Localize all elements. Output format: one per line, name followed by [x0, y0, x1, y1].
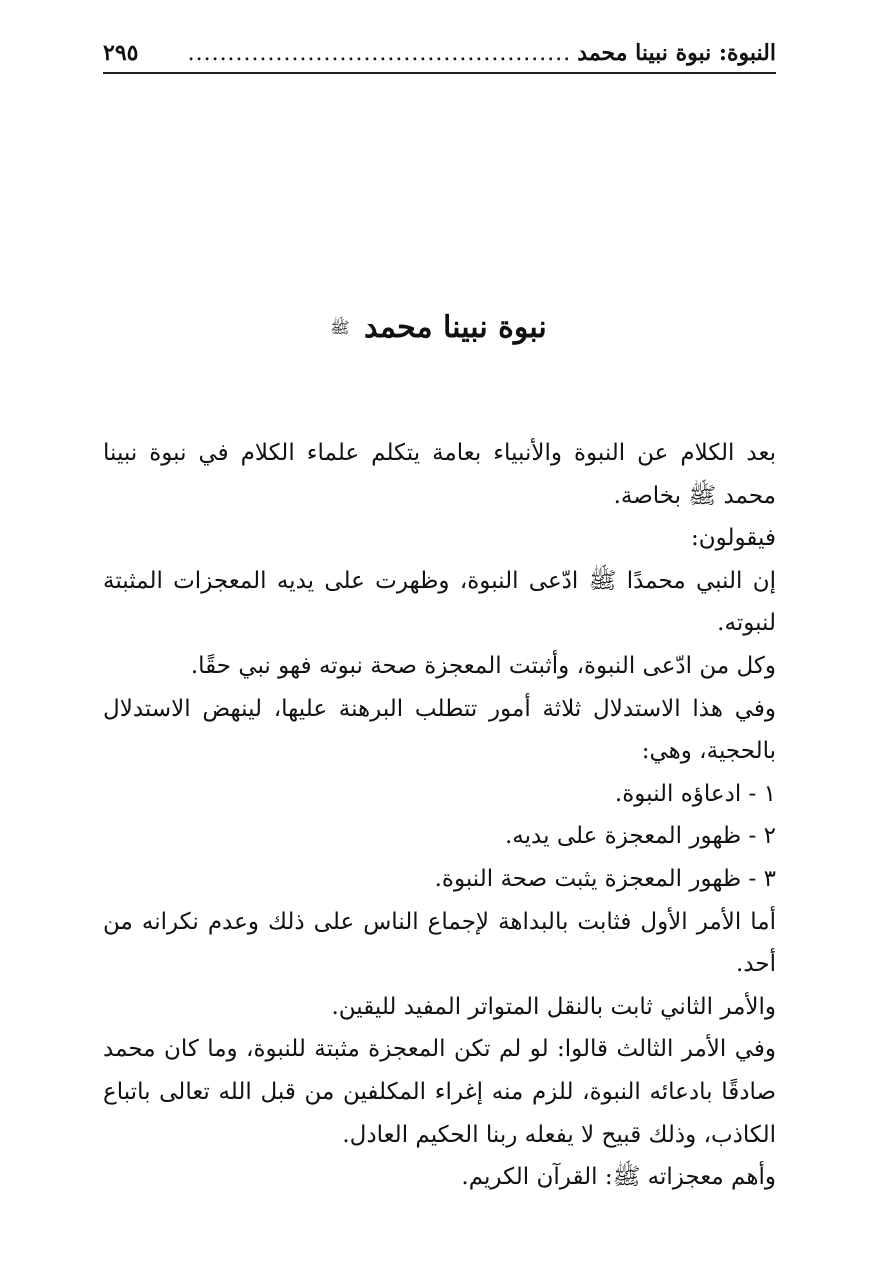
- running-header: [103, 34, 776, 74]
- paragraph-argument: وفي هذا الاستدلال ثلاثة أمور تتطلب البرهنة عليها، لينهض الاستدلال بالحجية، وهي:: [103, 695, 776, 765]
- paragraph-they-say: فيقولون:: [691, 525, 776, 552]
- paragraph-miracles: وأهم معجزاته ﷺ: القرآن الكريم.: [461, 1164, 776, 1191]
- honorific-glyph: ﷺ: [330, 317, 350, 337]
- paragraph-second-matter: والأمر الثاني ثابت بالنقل المتواتر المفيد لليقين.: [331, 993, 776, 1020]
- chapter-heading: [0, 310, 877, 345]
- list-item: ٢ - ظهور المعجزة على يديه.: [505, 823, 776, 850]
- list-item: ٣ - ظهور المعجزة يثبت صحة النبوة.: [434, 865, 776, 892]
- paragraph-third-matter: وفي الأمر الثالث قالوا: لو لم تكن المعجزة مثبتة للنبوة، وما كان محمد صادقًا بادعائه النبوة، للزم منه إغراء المكلفين من قبل الله تعالى باتباع الكاذب، وذلك قبيح لا يفعله ربنا الحكيم العادل.: [103, 1036, 776, 1148]
- body-text: [103, 432, 776, 1199]
- chapter-title: نبوة نبينا محمد: [364, 310, 547, 345]
- page-number: ٢٩٥: [103, 40, 139, 66]
- running-header-title: النبوة: نبوة نبينا محمد: [577, 40, 776, 66]
- running-header-dots: ................................................: [187, 40, 572, 66]
- paragraph-first-matter: أما الأمر الأول فثابت بالبداهة لإجماع الناس على ذلك وعدم نكرانه من أحد.: [103, 908, 776, 978]
- paragraph-intro: بعد الكلام عن النبوة والأنبياء بعامة يتكلم علماء الكلام في نبوة نبينا محمد ﷺ بخاصة.: [103, 440, 776, 509]
- list-item: ١ - ادعاؤه النبوة.: [614, 780, 776, 807]
- paragraph-premise-one: إن النبي محمدًا ﷺ ادّعى النبوة، وظهرت على يديه المعجزات المثبتة لنبوته.: [103, 567, 776, 637]
- paragraph-premise-two: وكل من ادّعى النبوة، وأثبتت المعجزة صحة نبوته فهو نبي حقًا.: [190, 652, 776, 679]
